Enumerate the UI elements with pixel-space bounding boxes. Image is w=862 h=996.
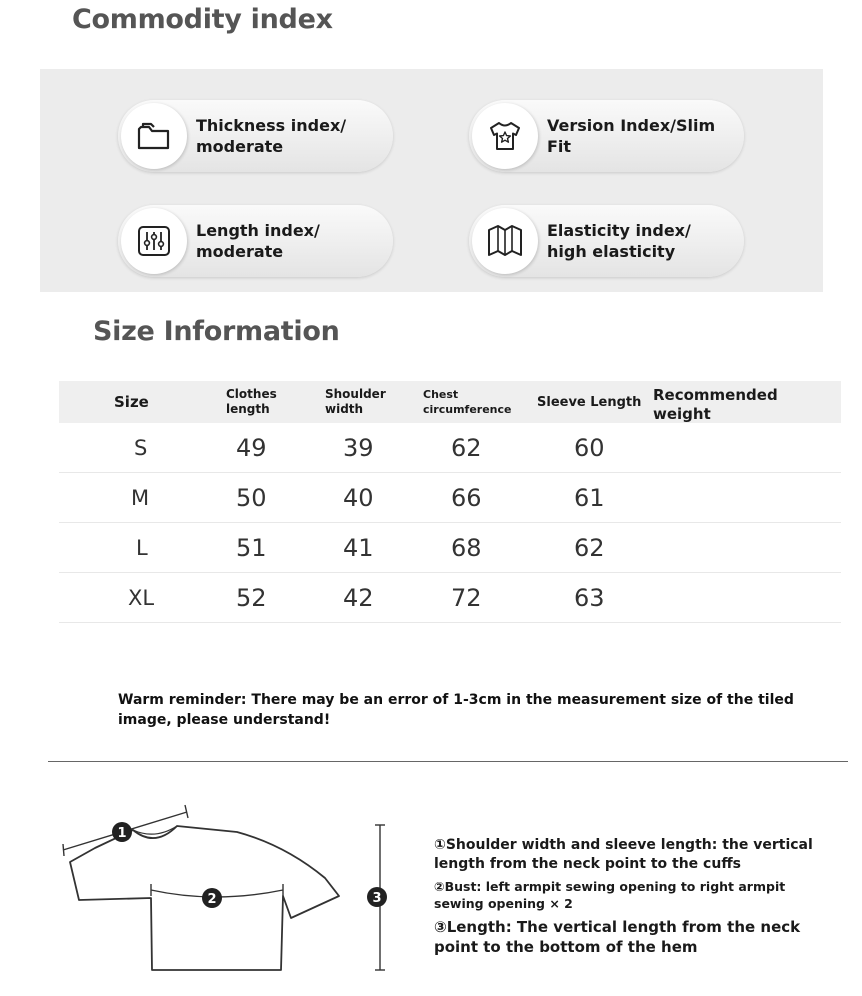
commodity-index-panel: [40, 69, 823, 292]
icon-circle: [121, 103, 187, 169]
cell-chest: 68: [451, 533, 482, 562]
note-length: ③Length: The vertical length from the neck point to the bottom of the hem: [434, 918, 801, 956]
cell-size: L: [136, 535, 148, 560]
svg-text:2: 2: [207, 892, 217, 907]
commodity-index-title: Commodity index: [72, 4, 333, 35]
table-row: [59, 473, 841, 523]
cell-chest: 66: [451, 483, 482, 512]
warm-reminder-text: Warm reminder: There may be an error of 1-3cm in the measurement size of the tiled image, please understand!: [118, 692, 794, 728]
cell-size: XL: [128, 585, 155, 610]
marker-1: [112, 822, 132, 842]
cell-sleeve: 61: [574, 483, 605, 512]
table-row: [59, 523, 841, 573]
table-header: [59, 381, 841, 423]
cell-sleeve: 62: [574, 533, 605, 562]
note-bust: ②Bust: left armpit sewing opening to right armpit sewing opening × 2: [434, 879, 786, 911]
folder-icon: [135, 117, 173, 155]
header-sleeve-length: Sleeve Length: [537, 394, 642, 410]
shoulder-measure-tick: [185, 805, 188, 818]
table-row: [59, 423, 841, 473]
fabric-fold-icon: [486, 222, 524, 260]
cell-sleeve: 60: [574, 433, 605, 462]
elasticity-index-pill: [469, 205, 744, 277]
version-index-label: Version Index/Slim Fit: [547, 116, 716, 156]
cell-length: 52: [236, 583, 267, 612]
icon-circle: [121, 208, 187, 274]
shoulder-measure-tick: [63, 844, 64, 856]
version-index-pill: [469, 100, 744, 172]
icon-circle: [472, 208, 538, 274]
cell-shoulder: 42: [343, 583, 374, 612]
header-recommended-weight: Recommended weight: [653, 386, 778, 423]
size-information-title: Size Information: [93, 316, 340, 347]
size-table: [59, 381, 841, 623]
length-index-pill: [118, 205, 393, 277]
length-index-label: Length index/ moderate: [196, 221, 320, 261]
garment-measurement-diagram: [55, 800, 405, 980]
marker-2: [202, 888, 222, 908]
cell-size: S: [134, 435, 148, 460]
cell-shoulder: 40: [343, 483, 374, 512]
tshirt-icon: [486, 117, 524, 155]
cell-shoulder: 41: [343, 533, 374, 562]
note-shoulder-sleeve: ①Shoulder width and sleeve length: the vertical length from the neck point to the cuffs: [434, 837, 813, 872]
svg-text:1: 1: [117, 826, 127, 841]
cell-chest: 62: [451, 433, 482, 462]
sliders-icon: [135, 222, 173, 260]
cell-length: 51: [236, 533, 267, 562]
cell-length: 50: [236, 483, 267, 512]
thickness-index-pill: [118, 100, 393, 172]
cell-length: 49: [236, 433, 267, 462]
measurement-notes: [434, 836, 834, 957]
svg-text:3: 3: [372, 891, 382, 906]
header-shoulder-width: Shoulder width: [325, 387, 386, 416]
elasticity-index-label: Elasticity index/ high elasticity: [547, 221, 691, 261]
icon-circle: [472, 103, 538, 169]
section-divider: [48, 761, 848, 762]
marker-3: [367, 887, 387, 907]
cell-sleeve: 63: [574, 583, 605, 612]
header-chest-circumference: Chest circumference: [423, 388, 512, 416]
cell-shoulder: 39: [343, 433, 374, 462]
thickness-index-label: Thickness index/ moderate: [196, 116, 347, 156]
cell-chest: 72: [451, 583, 482, 612]
table-row: [59, 573, 841, 623]
header-size: Size: [114, 392, 149, 411]
header-clothes-length: Clothes length: [226, 387, 277, 416]
cell-size: M: [131, 485, 150, 510]
